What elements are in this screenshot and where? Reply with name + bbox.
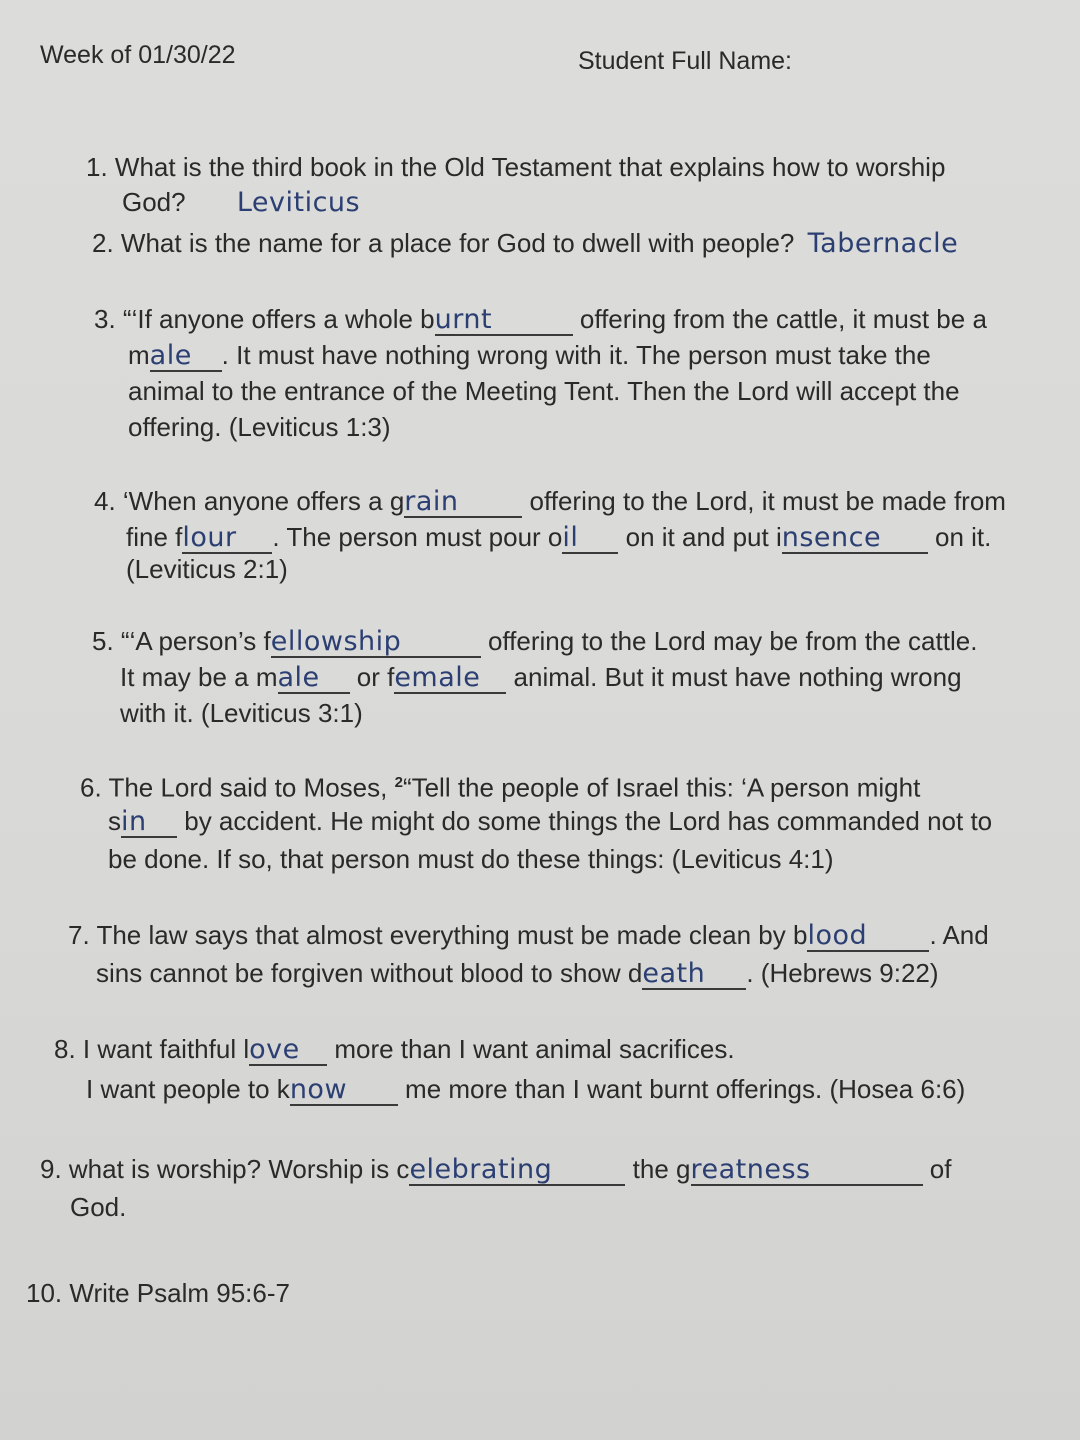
question-3-line-3: animal to the entrance of the Meeting Tent. Then the Lord will accept the	[128, 376, 960, 406]
week-label: Week of 01/30/22	[40, 41, 236, 69]
question-6-text-3: s	[108, 806, 121, 836]
question-8-line-2	[86, 1072, 965, 1106]
question-1-answer: Leviticus	[236, 187, 361, 218]
question-4-answer-4: nsence	[781, 522, 882, 553]
question-7-text-4: . (Hebrews 9:22)	[746, 958, 939, 988]
question-4-line-2	[126, 520, 991, 554]
question-9-text-2: the g	[632, 1154, 691, 1184]
question-5-text-3: It may be a m	[120, 662, 278, 692]
question-2-text: 2. What is the name for a place for God to dwell with people?	[92, 228, 795, 258]
question-4-line-1	[94, 484, 1006, 518]
question-3-answer-2: ale	[149, 340, 192, 371]
question-7-text-2: . And	[929, 920, 989, 950]
question-3-line-2	[128, 338, 931, 372]
question-4-text-3: fine f	[126, 522, 183, 552]
question-5-line-2	[120, 660, 962, 694]
question-4-text-6: on it.	[934, 522, 992, 552]
question-3-answer-1: urnt	[434, 304, 493, 335]
question-6-text-4: by accident. He might do some things the Lord has commanded not to	[184, 806, 993, 836]
verse-number: 2	[394, 774, 403, 791]
question-4-answer-1: rain	[404, 486, 459, 517]
question-8-answer-2: now	[289, 1074, 348, 1105]
question-7-answer-2: eath	[642, 958, 706, 989]
question-9-text-3: of	[929, 1154, 952, 1184]
question-3-line-1	[94, 302, 987, 336]
question-5-answer-2: ale	[277, 662, 320, 693]
question-1-line-2	[122, 185, 360, 220]
question-6-text: 6. The Lord said to Moses,	[80, 772, 388, 803]
question-8-text-2: more than I want animal sacrifices.	[334, 1034, 735, 1064]
question-3-line-4: offering. (Leviticus 1:3)	[128, 412, 391, 442]
question-8-text-3: I want people to k	[86, 1074, 290, 1104]
question-9-answer-1: elebrating	[409, 1154, 553, 1185]
question-7-line-1	[68, 918, 989, 952]
question-5-text-4: or f	[356, 662, 395, 692]
question-6-text-2: “Tell the people of Israel this: ‘A person might	[402, 772, 921, 803]
question-4-answer-2: lour	[182, 522, 237, 553]
student-name-label: Student Full Name:	[578, 47, 792, 75]
question-6-line-1	[80, 766, 920, 805]
question-8-text: 8. I want faithful l	[54, 1034, 250, 1064]
question-4-answer-3: il	[562, 522, 579, 553]
question-5-line-3: with it. (Leviticus 3:1)	[120, 698, 363, 728]
question-5-text-2: offering to the Lord may be from the cattle.	[487, 626, 978, 656]
question-9-text: 9. what is worship? Worship is c	[40, 1154, 410, 1184]
question-8-text-4: me more than I want burnt offerings. (Hosea 6:6)	[405, 1074, 966, 1104]
question-1-line-1: 1. What is the third book in the Old Testament that explains how to worship	[86, 152, 946, 182]
question-7-text: 7. The law says that almost everything must be made clean by b	[68, 920, 808, 950]
question-5-line-1	[92, 624, 977, 658]
question-4-text: 4. ‘When anyone offers a g	[94, 486, 405, 516]
question-3-text: 3. “‘If anyone offers a whole b	[94, 304, 435, 334]
question-5-answer-3: emale	[394, 662, 481, 693]
question-4-text-5: on it and put i	[625, 522, 782, 552]
question-4-text-2: offering to the Lord, it must be made from	[529, 486, 1006, 516]
question-5-text: 5. “‘A person’s f	[92, 626, 271, 656]
question-4-line-3: (Leviticus 2:1)	[126, 554, 288, 584]
question-9-line-1	[40, 1152, 951, 1186]
question-1-prefix: God?	[122, 187, 186, 217]
question-3-text-4: . It must have nothing wrong with it. The person must take the	[221, 340, 931, 370]
question-6-answer-1: in	[121, 806, 147, 837]
question-7-line-2	[96, 956, 939, 990]
question-2	[92, 226, 958, 261]
question-4-text-4: . The person must pour o	[272, 522, 563, 552]
question-6-line-3: be done. If so, that person must do these things: (Leviticus 4:1)	[108, 844, 834, 874]
question-7-text-3: sins cannot be forgiven without blood to show d	[96, 958, 643, 988]
question-9-answer-2: reatness	[690, 1154, 811, 1185]
question-5-text-5: animal. But it must have nothing wrong	[513, 662, 962, 692]
question-8-answer-1: ove	[249, 1034, 300, 1065]
question-2-answer: Tabernacle	[807, 228, 959, 259]
question-5-answer-1: ellowship	[270, 626, 402, 657]
question-6-line-2	[108, 804, 992, 838]
question-7-answer-1: lood	[807, 920, 868, 951]
question-10: 10. Write Psalm 95:6-7	[26, 1278, 290, 1308]
question-9-line-2: God.	[70, 1192, 127, 1222]
question-8-line-1	[54, 1032, 735, 1066]
question-3-text-3: m	[128, 340, 150, 370]
question-3-text-2: offering from the cattle, it must be a	[579, 304, 987, 334]
